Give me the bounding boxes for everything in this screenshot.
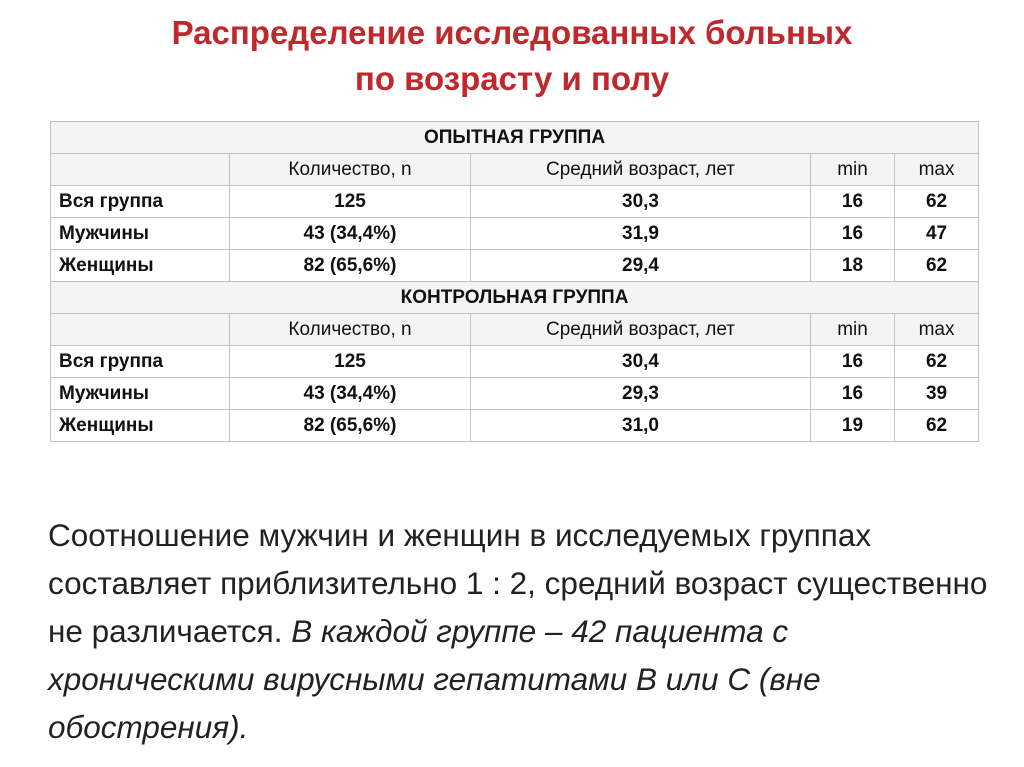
group-header-row bbox=[51, 122, 979, 154]
cell-min: 16 bbox=[811, 378, 895, 410]
slide-title bbox=[0, 10, 1024, 102]
row-label: Вся группа bbox=[51, 186, 230, 218]
table-row bbox=[51, 410, 979, 442]
cell-mean-age: 31,0 bbox=[471, 410, 811, 442]
column-header-blank bbox=[51, 314, 230, 346]
age-sex-distribution-table bbox=[50, 121, 979, 442]
cell-count: 43 (34,4%) bbox=[230, 378, 471, 410]
column-header-max: max bbox=[895, 154, 979, 186]
cell-mean-age: 30,3 bbox=[471, 186, 811, 218]
cell-min: 18 bbox=[811, 250, 895, 282]
column-header-count: Количество, n bbox=[230, 314, 471, 346]
row-label: Женщины bbox=[51, 410, 230, 442]
column-header-count: Количество, n bbox=[230, 154, 471, 186]
cell-mean-age: 30,4 bbox=[471, 346, 811, 378]
summary-text: Соотношение мужчин и женщин в исследуемых группах составляет приблизительно 1 : 2, средний возраст существенно не различается. bbox=[48, 517, 988, 649]
group-title: КОНТРОЛЬНАЯ ГРУППА bbox=[51, 282, 979, 314]
cell-max: 62 bbox=[895, 346, 979, 378]
column-header-blank bbox=[51, 154, 230, 186]
cell-count: 125 bbox=[230, 346, 471, 378]
row-label: Вся группа bbox=[51, 346, 230, 378]
cell-mean-age: 29,4 bbox=[471, 250, 811, 282]
table-row bbox=[51, 346, 979, 378]
group-header-row bbox=[51, 282, 979, 314]
table-row bbox=[51, 218, 979, 250]
cell-count: 82 (65,6%) bbox=[230, 250, 471, 282]
cell-min: 16 bbox=[811, 218, 895, 250]
cell-max: 62 bbox=[895, 250, 979, 282]
cell-max: 39 bbox=[895, 378, 979, 410]
cell-count: 125 bbox=[230, 186, 471, 218]
column-header-row bbox=[51, 314, 979, 346]
slide-title-line-1: Распределение исследованных больных bbox=[171, 14, 853, 51]
row-label: Женщины bbox=[51, 250, 230, 282]
column-header-mean-age: Средний возраст, лет bbox=[471, 314, 811, 346]
cell-max: 62 bbox=[895, 186, 979, 218]
column-header-mean-age: Средний возраст, лет bbox=[471, 154, 811, 186]
cell-mean-age: 31,9 bbox=[471, 218, 811, 250]
column-header-max: max bbox=[895, 314, 979, 346]
column-header-row bbox=[51, 154, 979, 186]
summary-paragraph bbox=[48, 511, 988, 751]
cell-count: 82 (65,6%) bbox=[230, 410, 471, 442]
slide-title-line-2: по возрасту и полу bbox=[354, 60, 670, 97]
cell-count: 43 (34,4%) bbox=[230, 218, 471, 250]
cell-min: 16 bbox=[811, 186, 895, 218]
table-row bbox=[51, 250, 979, 282]
cell-max: 62 bbox=[895, 410, 979, 442]
group-title: ОПЫТНАЯ ГРУППА bbox=[51, 122, 979, 154]
cell-min: 16 bbox=[811, 346, 895, 378]
cell-min: 19 bbox=[811, 410, 895, 442]
column-header-min: min bbox=[811, 314, 895, 346]
table-row bbox=[51, 186, 979, 218]
table-row bbox=[51, 378, 979, 410]
summary-italic-text: В каждой группе – 42 пациента с хроническими вирусными гепатитами В или С (вне обострения). bbox=[48, 613, 821, 745]
cell-mean-age: 29,3 bbox=[471, 378, 811, 410]
column-header-min: min bbox=[811, 154, 895, 186]
row-label: Мужчины bbox=[51, 378, 230, 410]
row-label: Мужчины bbox=[51, 218, 230, 250]
cell-max: 47 bbox=[895, 218, 979, 250]
